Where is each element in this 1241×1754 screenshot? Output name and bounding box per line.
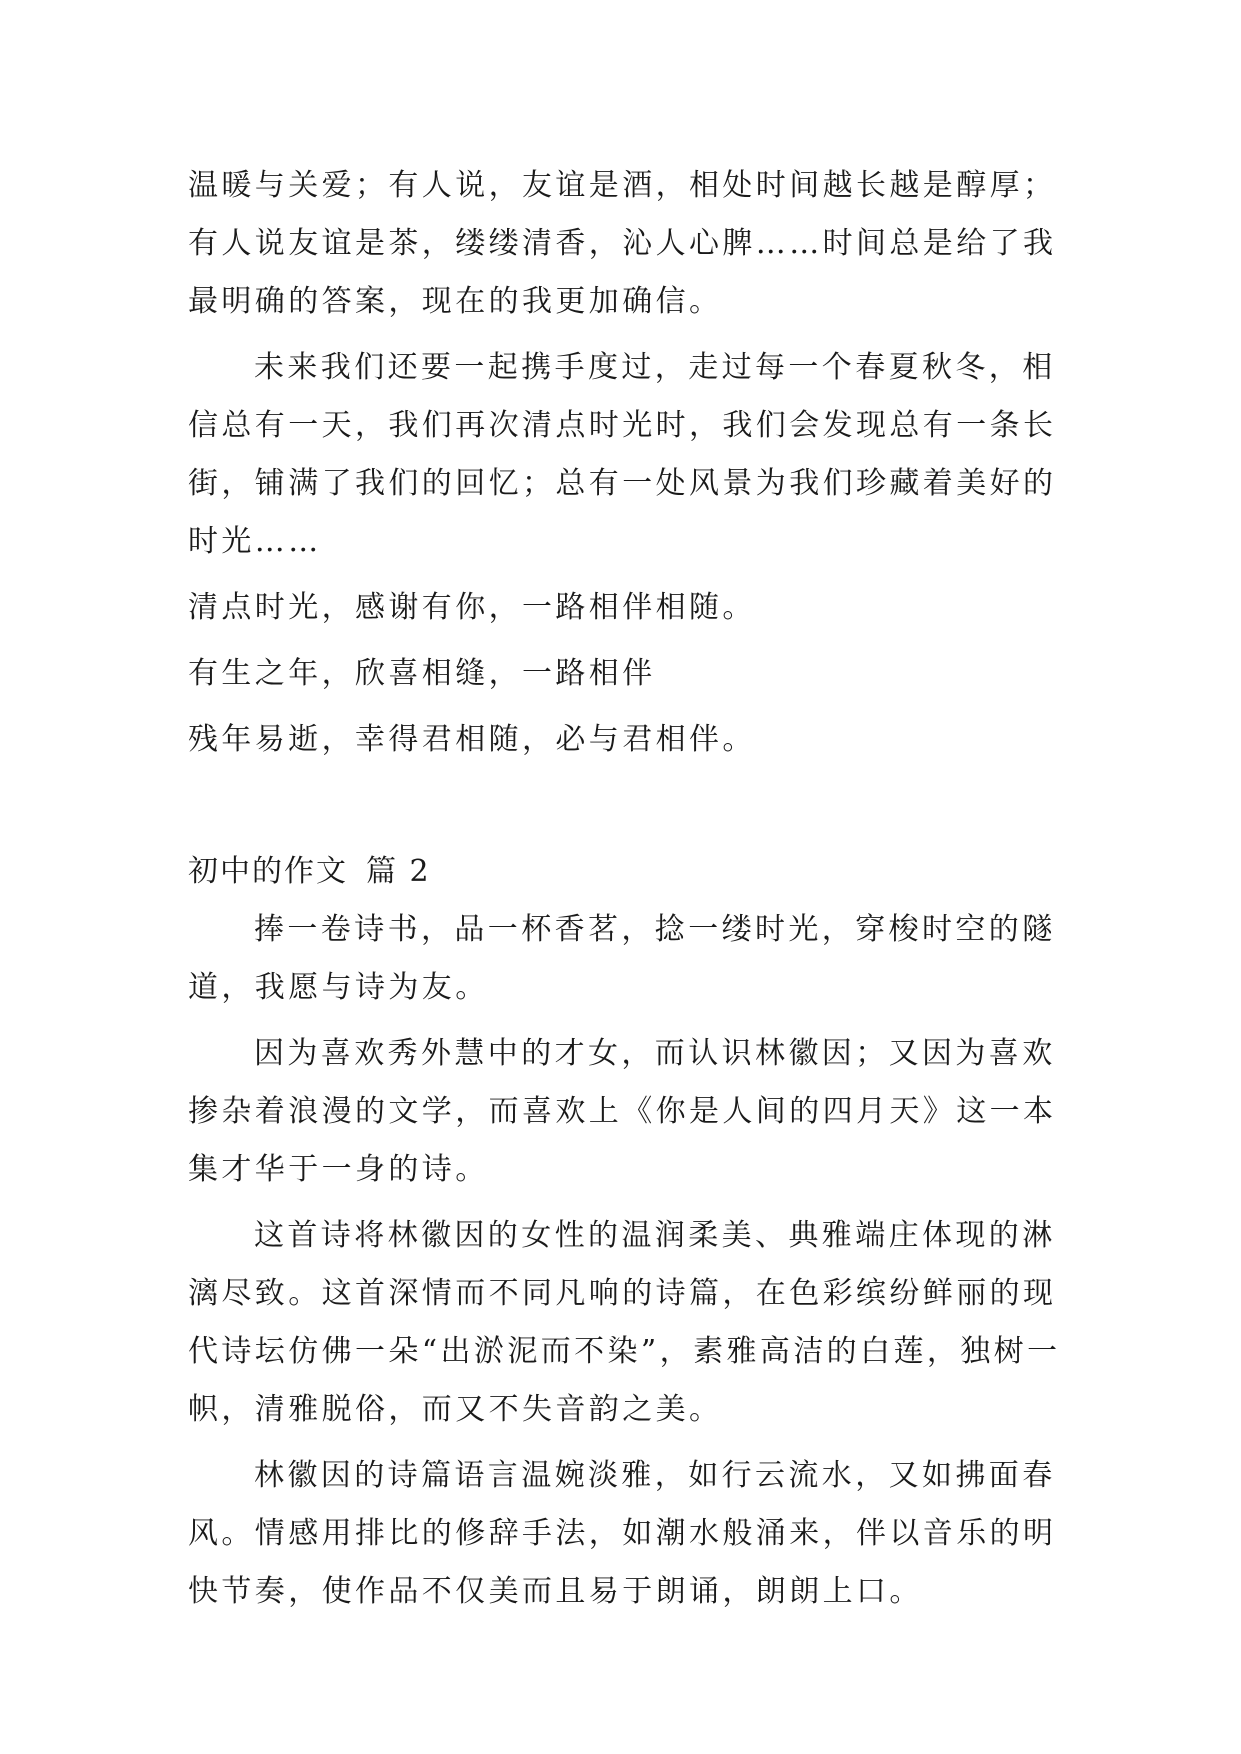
paragraph-future: 未来我们还要一起携手度过，走过每一个春夏秋冬，相信总有一天，我们再次清点时光时，我们会发现总有一条长街，铺满了我们的回忆；总有一处风景为我们珍藏着美好的时光…… xyxy=(188,350,1057,559)
section-paragraph-1: 捧一卷诗书，品一杯香茗，捻一缕时光，穿梭时空的隧道，我愿与诗为友。 xyxy=(188,912,1056,1005)
section-paragraph-4: 林徽因的诗篇语言温婉淡雅，如行云流水，又如拂面春风。情感用排比的修辞手法，如潮水般涌来，伴以音乐的明快节奏，使作品不仅美而且易于朗诵，朗朗上口。 xyxy=(188,1458,1057,1609)
poem-line-3: 残年易逝，幸得君相随，必与君相伴。 xyxy=(188,722,756,757)
continued-paragraph: 温暖与关爱；有人说，友谊是酒，相处时间越长越是醇厚；有人说友谊是茶，缕缕清香，沁人心脾……时间总是给了我最明确的答案，现在的我更加确信。 xyxy=(188,168,1057,319)
section-title: 初中的作文 xyxy=(188,854,348,889)
section-gap xyxy=(188,771,1068,843)
section-number: 篇 2 xyxy=(366,854,431,889)
poem-line-1: 清点时光，感谢有你，一路相伴相随。 xyxy=(188,590,756,625)
section-paragraph-3: 这首诗将林徽因的女性的温润柔美、典雅端庄体现的淋漓尽致。这首深情而不同凡响的诗篇，在色彩缤纷鲜丽的现代诗坛仿佛一朵“出淤泥而不染”，素雅高洁的白莲，独树一帜，清雅脱俗，而又不失音韵之美。 xyxy=(188,1218,1061,1427)
document-body xyxy=(188,157,1068,1621)
poem-line-2: 有生之年，欣喜相缝，一路相伴 xyxy=(188,656,656,691)
section-paragraph-2: 因为喜欢秀外慧中的才女，而认识林徽因；又因为喜欢掺杂着浪漫的文学，而喜欢上《你是人间的四月天》这一本集才华于一身的诗。 xyxy=(188,1036,1057,1187)
section-heading xyxy=(188,843,1068,901)
